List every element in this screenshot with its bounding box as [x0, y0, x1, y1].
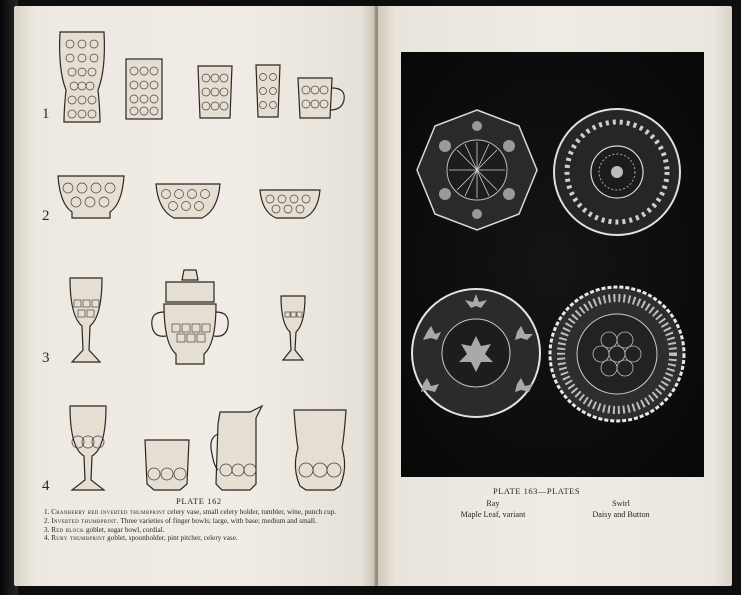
celery-vase-illustration [56, 30, 108, 124]
ray-plate-image [415, 108, 539, 232]
caption-pattern-name: Inverted thumbprint. [51, 516, 119, 525]
caption-item-2 [44, 517, 354, 526]
red-block-goblet-illustration [66, 276, 106, 366]
caption-number: 2. [44, 516, 50, 525]
caption-text: goblet, spoonholder, pint pitcher, celery vase. [107, 534, 238, 543]
caption-pattern-name: Cranberry red inverted thumbprint [51, 508, 166, 516]
sugar-bowl-illustration [148, 268, 232, 366]
swirl-plate-image [551, 106, 683, 238]
plate-162-title: PLATE 162 [176, 496, 222, 506]
row-number-4: 4 [42, 478, 50, 494]
celery-holder-illustration [124, 57, 164, 121]
caption-item-4 [44, 534, 354, 543]
plate-labels-left [438, 498, 548, 520]
small-finger-bowl-illustration [258, 186, 322, 220]
row-number-2: 2 [42, 208, 50, 224]
tumbler-illustration [196, 64, 234, 120]
ruby-thumbprint-goblet-illustration [66, 404, 110, 494]
swirl-label: Swirl [612, 499, 630, 508]
plates-photograph [401, 52, 704, 477]
caption-number: 3. [44, 525, 50, 534]
wine-illustration [254, 63, 282, 119]
plate-labels-right [566, 498, 676, 520]
punch-cup-illustration [296, 76, 348, 120]
caption-text: Three varieties of finger bowls; large, with base; medium and small. [120, 516, 317, 525]
caption-item-1 [44, 508, 354, 517]
spoonholder-illustration [142, 438, 192, 492]
pint-pitcher-illustration [210, 404, 270, 492]
ray-label: Ray [486, 499, 500, 508]
cordial-illustration [278, 294, 308, 364]
maple-leaf-plate-image [409, 286, 543, 420]
caption-pattern-name: Ruby thumbprint [51, 534, 106, 543]
row-number-3: 3 [42, 350, 50, 366]
medium-finger-bowl-illustration [154, 180, 222, 220]
maple-leaf-variant-label: Maple Leaf, variant [460, 510, 526, 519]
caption-number: 1. [44, 508, 50, 516]
plate-163-title: PLATE 163—PLATES [493, 486, 581, 496]
caption-pattern-name: Red block [51, 525, 85, 534]
caption-number: 4. [44, 534, 50, 543]
plate-162-caption-list [44, 508, 354, 543]
caption-text: goblet, sugar bowl, cordial. [85, 525, 165, 534]
daisy-and-button-plate-image [547, 284, 687, 424]
row-number-1: 1 [42, 106, 50, 122]
ruby-celery-vase-illustration [290, 408, 350, 492]
large-finger-bowl-illustration [56, 172, 126, 220]
daisy-and-button-label: Daisy and Button [592, 510, 650, 519]
caption-item-3 [44, 526, 354, 535]
caption-text: celery vase, small celery holder, tumbler, wine, punch cup. [167, 508, 337, 516]
